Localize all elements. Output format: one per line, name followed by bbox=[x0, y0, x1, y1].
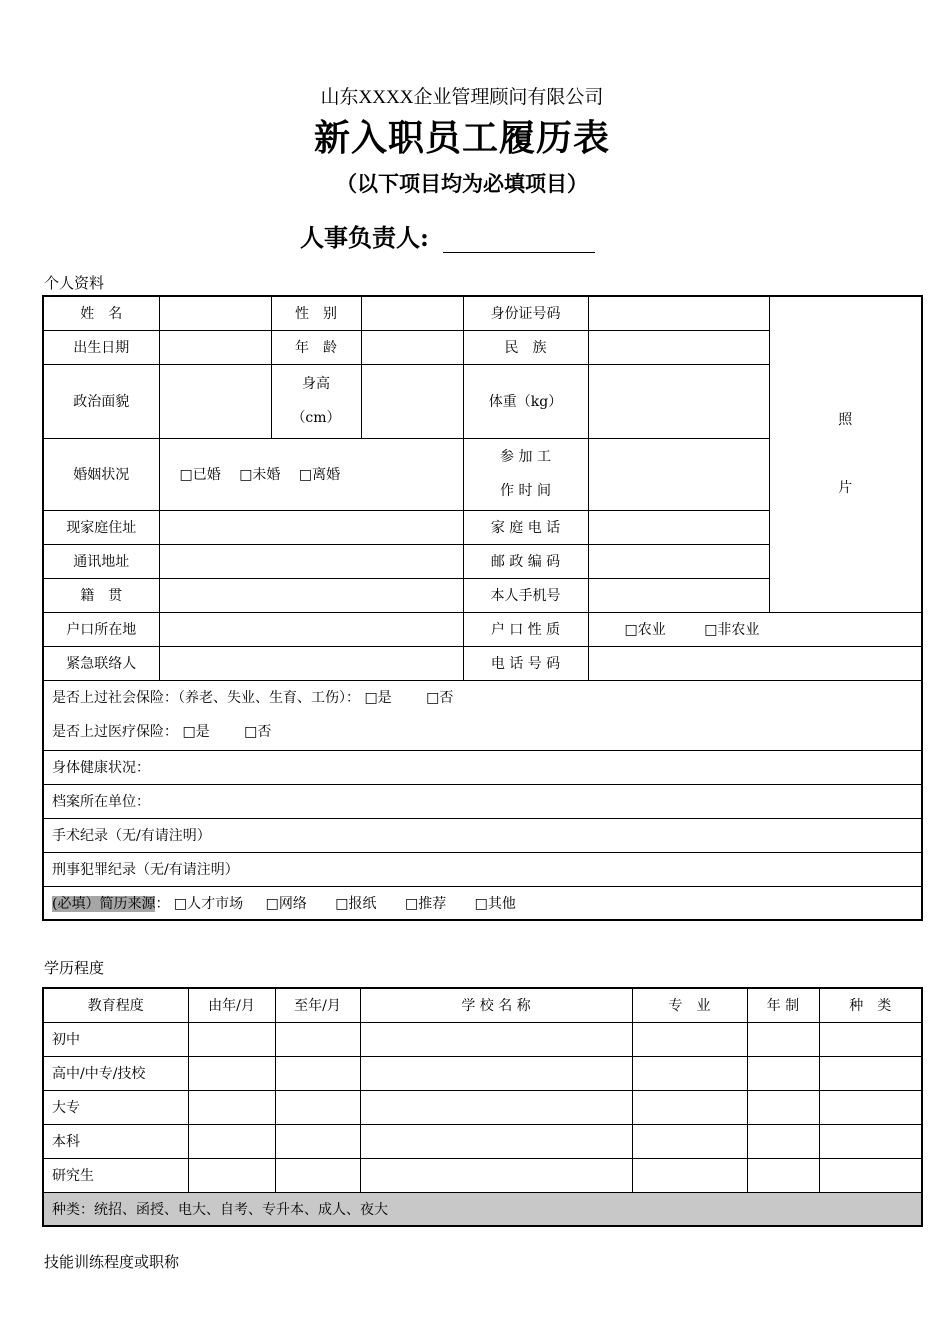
edu-type-footer: 种类：统招、函授、电大、自考、专升本、成人、夜大 bbox=[43, 1192, 922, 1226]
label-gender: 性 别 bbox=[271, 296, 361, 330]
medical-insurance-no[interactable]: □否 bbox=[244, 724, 272, 740]
archive-label: 档案所在单位： bbox=[52, 794, 150, 810]
marital-option-single[interactable]: □未婚 bbox=[239, 467, 281, 483]
input-home-phone[interactable] bbox=[588, 510, 769, 544]
edu-cell[interactable] bbox=[747, 1022, 819, 1056]
criminal-label: 刑事犯罪纪录（无/有请注明） bbox=[52, 862, 239, 878]
input-id-number[interactable] bbox=[588, 296, 769, 330]
hr-manager-line bbox=[300, 218, 595, 253]
edu-cell[interactable] bbox=[360, 1158, 632, 1192]
label-ethnicity: 民 族 bbox=[463, 330, 588, 364]
edu-cell[interactable] bbox=[188, 1056, 275, 1090]
edu-cell[interactable] bbox=[747, 1158, 819, 1192]
input-weight[interactable] bbox=[588, 364, 769, 438]
label-political: 政治面貌 bbox=[43, 364, 159, 438]
social-insurance-no[interactable]: □否 bbox=[426, 690, 454, 706]
personal-info-table bbox=[42, 295, 923, 921]
label-work-start-line1: 参 加 工 bbox=[500, 449, 551, 465]
label-height-line2: （cm） bbox=[291, 410, 341, 426]
photo-label-1: 照 bbox=[838, 412, 853, 429]
label-hukou-location: 户口所在地 bbox=[43, 612, 159, 646]
education-table bbox=[42, 987, 923, 1227]
social-insurance-row bbox=[52, 681, 913, 715]
resume-source-row bbox=[43, 886, 922, 920]
input-ethnicity[interactable] bbox=[588, 330, 769, 364]
label-postcode: 邮 政 编 码 bbox=[463, 544, 588, 578]
resume-option-internet[interactable]: □网络 bbox=[265, 895, 307, 912]
label-id-number: 身份证号码 bbox=[463, 296, 588, 330]
section-skills-title: 技能训练程度或职称 bbox=[44, 1253, 180, 1271]
hr-manager-label: 人事负责人: bbox=[300, 223, 429, 252]
edu-cell[interactable] bbox=[188, 1022, 275, 1056]
label-home-address: 现家庭住址 bbox=[43, 510, 159, 544]
input-hukou-location[interactable] bbox=[159, 612, 463, 646]
edu-header-to: 至年/月 bbox=[275, 988, 360, 1022]
edu-cell[interactable] bbox=[747, 1090, 819, 1124]
input-name[interactable] bbox=[159, 296, 271, 330]
input-phone-number[interactable] bbox=[588, 646, 922, 680]
label-emergency-contact: 紧急联络人 bbox=[43, 646, 159, 680]
input-mobile[interactable] bbox=[588, 578, 922, 612]
edu-header-major: 专 业 bbox=[632, 988, 747, 1022]
education-header-row bbox=[43, 988, 922, 1022]
edu-cell[interactable] bbox=[819, 1056, 922, 1090]
edu-cell[interactable] bbox=[819, 1158, 922, 1192]
edu-cell[interactable] bbox=[188, 1090, 275, 1124]
edu-header-type: 种 类 bbox=[819, 988, 922, 1022]
edu-cell[interactable] bbox=[275, 1158, 360, 1192]
label-height-line1: 身高 bbox=[302, 376, 330, 392]
label-marital: 婚姻状况 bbox=[43, 438, 159, 510]
hukou-option-agri[interactable]: □农业 bbox=[624, 622, 666, 638]
edu-level-college: 大专 bbox=[43, 1090, 188, 1124]
table-row bbox=[43, 1124, 922, 1158]
table-row bbox=[43, 1090, 922, 1124]
form-title: 新入职员工履历表 bbox=[313, 117, 610, 159]
health-label: 身体健康状况： bbox=[52, 760, 150, 776]
input-home-address[interactable] bbox=[159, 510, 463, 544]
input-political[interactable] bbox=[159, 364, 271, 438]
input-age[interactable] bbox=[361, 330, 463, 364]
resume-source-label: (必填）简历来源 bbox=[52, 895, 156, 912]
social-insurance-yes[interactable]: □是 bbox=[364, 690, 392, 706]
resume-option-referral[interactable]: □推荐 bbox=[404, 895, 447, 912]
edu-cell[interactable] bbox=[275, 1056, 360, 1090]
marital-option-divorced[interactable]: □离婚 bbox=[298, 467, 341, 483]
label-work-start bbox=[463, 438, 588, 510]
label-birth-date: 出生日期 bbox=[43, 330, 159, 364]
label-home-phone: 家 庭 电 话 bbox=[463, 510, 588, 544]
edu-cell[interactable] bbox=[632, 1022, 747, 1056]
medical-insurance-label: 是否上过医疗保险： bbox=[52, 724, 178, 740]
hukou-type-options bbox=[588, 612, 922, 646]
edu-cell[interactable] bbox=[188, 1158, 275, 1192]
label-hukou-type: 户 口 性 质 bbox=[463, 612, 588, 646]
surgery-row[interactable] bbox=[43, 818, 922, 852]
resume-option-talent-market[interactable]: □人才市场 bbox=[173, 895, 244, 912]
edu-cell[interactable] bbox=[747, 1124, 819, 1158]
edu-cell[interactable] bbox=[360, 1090, 632, 1124]
edu-cell[interactable] bbox=[188, 1124, 275, 1158]
photo-label-2: 片 bbox=[838, 480, 853, 497]
input-emergency-contact[interactable] bbox=[159, 646, 463, 680]
input-native-place[interactable] bbox=[159, 578, 463, 612]
label-name: 姓 名 bbox=[43, 296, 159, 330]
edu-cell[interactable] bbox=[275, 1090, 360, 1124]
medical-insurance-yes[interactable]: □是 bbox=[182, 724, 210, 740]
input-postcode[interactable] bbox=[588, 544, 922, 578]
edu-cell[interactable] bbox=[360, 1022, 632, 1056]
edu-cell[interactable] bbox=[819, 1022, 922, 1056]
social-insurance-label: 是否上过社会保险：（养老、失业、生育、工伤）： bbox=[52, 690, 360, 706]
input-gender[interactable] bbox=[361, 296, 463, 330]
edu-cell[interactable] bbox=[632, 1158, 747, 1192]
edu-cell[interactable] bbox=[632, 1090, 747, 1124]
input-mail-address[interactable] bbox=[159, 544, 463, 578]
edu-cell[interactable] bbox=[747, 1056, 819, 1090]
table-row bbox=[43, 1056, 922, 1090]
edu-level-graduate: 研究生 bbox=[43, 1158, 188, 1192]
edu-cell[interactable] bbox=[819, 1090, 922, 1124]
section-education-title: 学历程度 bbox=[44, 959, 105, 977]
criminal-row[interactable] bbox=[43, 852, 922, 886]
label-phone-number: 电 话 号 码 bbox=[463, 646, 588, 680]
company-name: 山东XXXX企业管理顾问有限公司 bbox=[320, 87, 604, 108]
medical-insurance-row bbox=[52, 715, 913, 749]
label-mobile: 本人手机号 bbox=[463, 578, 588, 612]
hr-manager-blank[interactable] bbox=[443, 226, 595, 253]
edu-cell[interactable] bbox=[360, 1124, 632, 1158]
label-height bbox=[271, 364, 361, 438]
edu-level-senior: 高中/中专/技校 bbox=[43, 1056, 188, 1090]
archive-row[interactable] bbox=[43, 784, 922, 818]
table-row bbox=[43, 1022, 922, 1056]
surgery-label: 手术纪录（无/有请注明） bbox=[52, 828, 211, 844]
edu-level-bachelor: 本科 bbox=[43, 1124, 188, 1158]
section-personal-title: 个人资料 bbox=[44, 274, 105, 292]
resume-source-colon: ： bbox=[155, 895, 170, 912]
label-weight: 体重（kg） bbox=[463, 364, 588, 438]
edu-cell[interactable] bbox=[275, 1124, 360, 1158]
edu-cell[interactable] bbox=[360, 1056, 632, 1090]
hukou-option-nonagri[interactable]: □非农业 bbox=[704, 622, 760, 638]
table-row bbox=[43, 1158, 922, 1192]
form-subtitle: （以下项目均为必填项目） bbox=[336, 171, 588, 196]
label-age: 年 龄 bbox=[271, 330, 361, 364]
marital-option-married[interactable]: □已婚 bbox=[179, 467, 221, 483]
edu-level-junior: 初中 bbox=[43, 1022, 188, 1056]
label-native-place: 籍 贯 bbox=[43, 578, 159, 612]
label-mail-address: 通讯地址 bbox=[43, 544, 159, 578]
edu-cell[interactable] bbox=[632, 1056, 747, 1090]
marital-options bbox=[159, 438, 463, 510]
edu-cell[interactable] bbox=[632, 1124, 747, 1158]
edu-header-level: 教育程度 bbox=[43, 988, 188, 1022]
input-birth-date[interactable] bbox=[159, 330, 271, 364]
edu-header-years: 年 制 bbox=[747, 988, 819, 1022]
edu-cell[interactable] bbox=[819, 1124, 922, 1158]
edu-cell[interactable] bbox=[275, 1022, 360, 1056]
insurance-cell bbox=[43, 680, 922, 750]
label-work-start-line2: 作 时 间 bbox=[500, 483, 551, 499]
edu-header-school: 学 校 名 称 bbox=[360, 988, 632, 1022]
resume-option-newspaper[interactable]: □报纸 bbox=[335, 895, 377, 912]
input-height[interactable] bbox=[361, 364, 463, 438]
resume-option-other[interactable]: □其他 bbox=[474, 895, 516, 912]
edu-header-from: 由年/月 bbox=[188, 988, 275, 1022]
health-row[interactable] bbox=[43, 750, 922, 784]
input-work-start[interactable] bbox=[588, 438, 769, 510]
